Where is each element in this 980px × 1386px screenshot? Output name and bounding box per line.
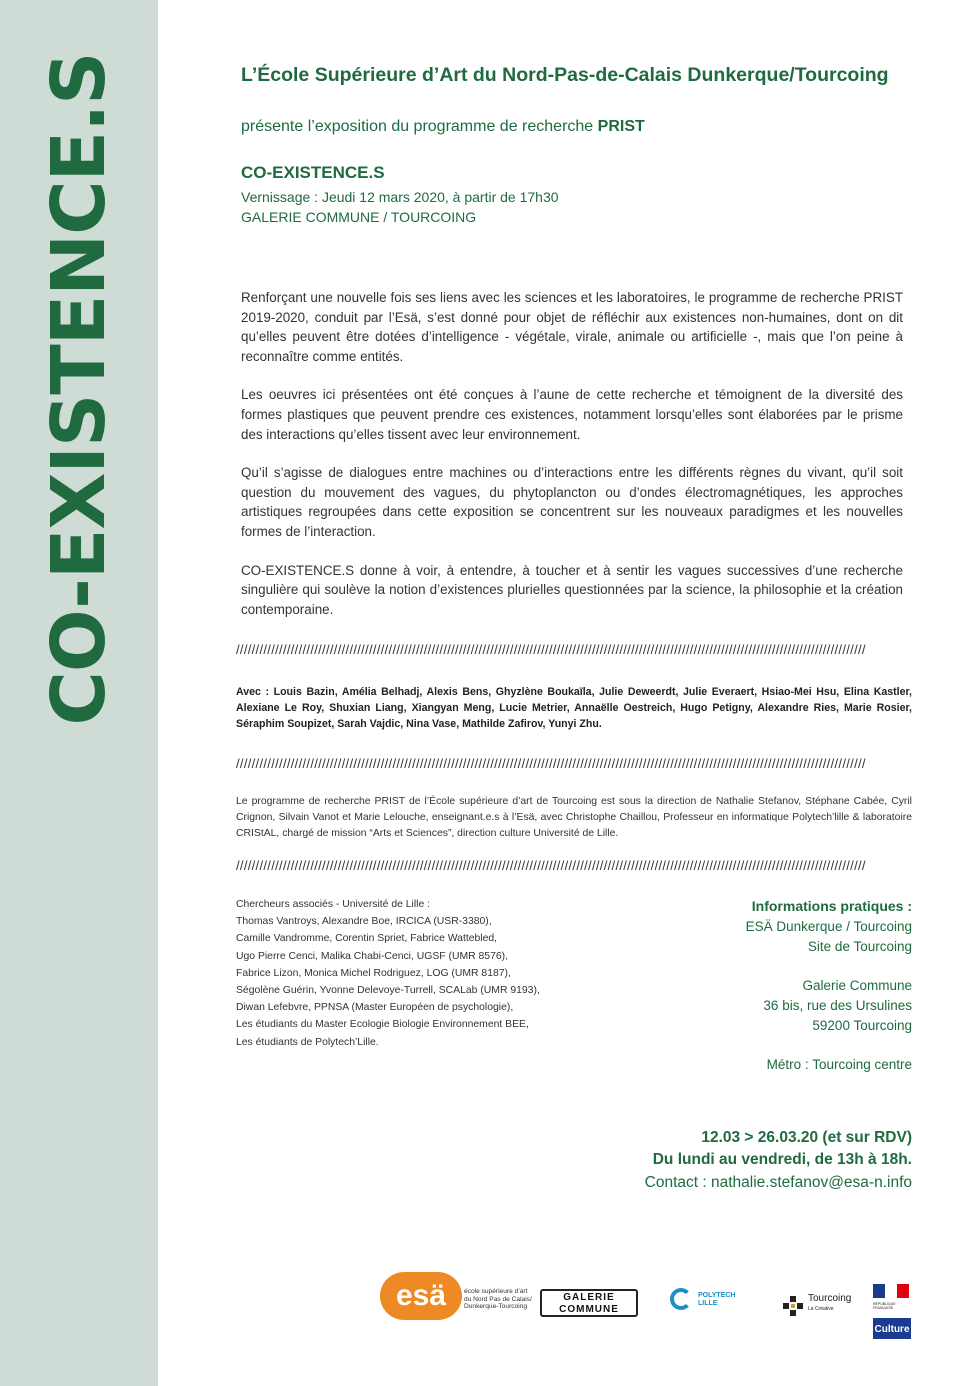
info-line: Galerie Commune [802,978,912,994]
esa-caption: école supérieure d’art du Nord Pas de Calais/ Dunkerque-Tourcoing [464,1288,532,1311]
info-line: 36 bis, rue des Ursulines [763,997,912,1013]
info-line: ESÄ Dunkerque / Tourcoing [745,918,912,934]
researcher-line: Ugo Pierre Cenci, Malika Chabi-Cenci, UGSF (UMR 8576), [236,950,508,962]
researcher-line: Ségolène Guérin, Yvonne Delevoye-Turrell, SCALab (UMR 9193), [236,985,540,997]
info-line: Site de Tourcoing [807,938,912,954]
paragraph: Qu’il s’agisse de dialogues entre machines ou d’interactions entre les différents règnes du vivant, qu’il soit question du mouvement des vagues, du phytoplancton ou d’ondes électromagnétiques, les approches artistiques regroupées dans cette exposition se concentrent sur les nouveaux paradigmes et les nouvelles formes de l’interaction. [241,465,903,539]
partner-logos [380,1266,920,1346]
researcher-line: Diwan Lefebvre, PPNSA (Master Européen de psychologie), [236,1002,514,1014]
presents-line [241,118,645,136]
polytech-ring-icon [670,1288,692,1310]
paragraph: CO-EXISTENCE.S donne à voir, à entendre, à toucher et à sentir les vagues successives d’une recherche singulière qui soulève la notion d’existences plurielles questionnées par la science, la philosophie et la création contemporaine. [241,562,903,617]
slash-divider: ///////////////////////////////////////////////////////////////////////////////////////////////////////////////////////////////////////////////////////////////// [236,642,866,657]
paragraph: Les oeuvres ici présentées ont été conçues à l’aune de cette recherche et témoignent de la diversité des formes plastiques que peuvent prendre ces existences, notamment lorsqu’elles sont élaborées par le prisme des interactions qu’elles tissent avec leur environnement. [241,387,903,442]
marianne-flag-icon [873,1284,909,1304]
researcher-line: Les étudiants du Master Ecologie Biologie Environnement BEE, [236,1019,529,1031]
researcher-line: Thomas Vantroys, Alexandre Boe, IRCICA (USR-3380), [236,916,492,928]
slash-divider: ///////////////////////////////////////////////////////////////////////////////////////////////////////////////////////////////////////////////////////////////// [236,858,866,873]
esa-logo: esä [380,1272,462,1320]
venue-line: GALERIE COMMUNE / TOURCOING [241,209,477,225]
practical-info-title: Informations pratiques : [751,898,912,914]
polytech-logo-text: POLYTECH LILLE [698,1292,736,1307]
artists-list: Avec : Louis Bazin, Amélia Belhadj, Alexis Bens, Ghyzlène Boukaïla, Julie Deweerdt, Julie Everaert, Hsiao-Mei Hsu, Elina Kastler, Alexiane Le Roy, Shuxian Liang, Xiangyan Meng, Lucie Metrier, Annaëlle Oestreich, Hugo Petigny, Alexandre Ries, Marie Rosier, Séraphim Soupizet, Sarah Vajdic, Nina Vase, Mathilde Zafirov, Yunyi Zhu. [236,686,912,730]
researcher-line: Les étudiants de Polytech’Lille. [236,1036,379,1048]
description-text [241,288,903,638]
republique-caption: RÉPUBLIQUE FRANÇAISE [873,1302,896,1310]
researcher-line: Camille Vandromme, Corentin Spriet, Fabrice Wattebled, [236,933,498,945]
exhibition-title: CO-EXISTENCE.S [241,163,385,182]
associated-researchers [236,896,596,1051]
galerie-commune-logo: GALERIE COMMUNE [540,1289,638,1317]
date-range: 12.03 > 26.03.20 (et sur RDV) [701,1129,912,1146]
program-direction-text: Le programme de recherche PRIST de l’École supérieure d’art de Tourcoing est sous la direction de Nathalie Stefanov, Stéphane Cabée, Cyril Crignon, Silvain Vanot et Marie Lelouche, enseignant.e.s à l’Esä, avec Christophe Chaillou, Professeur en informatique Polytech’lille & laboratoire CRIStAL, chargé de mission “Arts et Sciences”, direction culture Université de Lille. [236,796,912,839]
slash-divider: ///////////////////////////////////////////////////////////////////////////////////////////////////////////////////////////////////////////////////////////////// [236,756,866,771]
opening-hours: Du lundi au vendredi, de 13h à 18h. [652,1151,912,1168]
researcher-line: Chercheurs associés - Université de Lille : [236,899,431,910]
school-heading: L’École Supérieure d’Art du Nord-Pas-de-Calais Dunkerque/Tourcoing [241,64,889,86]
dates-block [645,1127,912,1195]
vertical-exhibition-title: CO-EXISTENCE.S [36,52,122,726]
program-name: PRIST [597,118,645,135]
info-line: 59200 Tourcoing [812,1017,912,1033]
info-line: Métro : Tourcoing centre [766,1057,912,1073]
presents-text: présente l’exposition du programme de recherche [241,118,594,135]
sidebar-band [0,0,158,1386]
practical-info [746,897,912,1075]
tourcoing-logo: Tourcoing La Créative [808,1293,852,1312]
culture-logo: Culture [873,1318,911,1339]
vernissage-line: Vernissage : Jeudi 12 mars 2020, à partir de 17h30 [241,189,559,205]
researcher-line: Fabrice Lizon, Monica Michel Rodriguez, LOG (UMR 8187), [236,967,511,979]
paragraph: Renforçant une nouvelle fois ses liens avec les sciences et les laboratoires, le programme de recherche PRIST 2019-2020, conduit par l’Esä, s’est donné pour objet de réfléchir aux existences non-humaines, dont on dit qu’elles peuvent être dotées d’intelligence - végétale, virale, animale ou artificielle -, mais que l’on peine à reconnaître comme entités. [241,290,903,364]
contact-line: Contact : nathalie.stefanov@esa-n.info [644,1174,912,1191]
tourcoing-cross-icon [783,1296,803,1316]
